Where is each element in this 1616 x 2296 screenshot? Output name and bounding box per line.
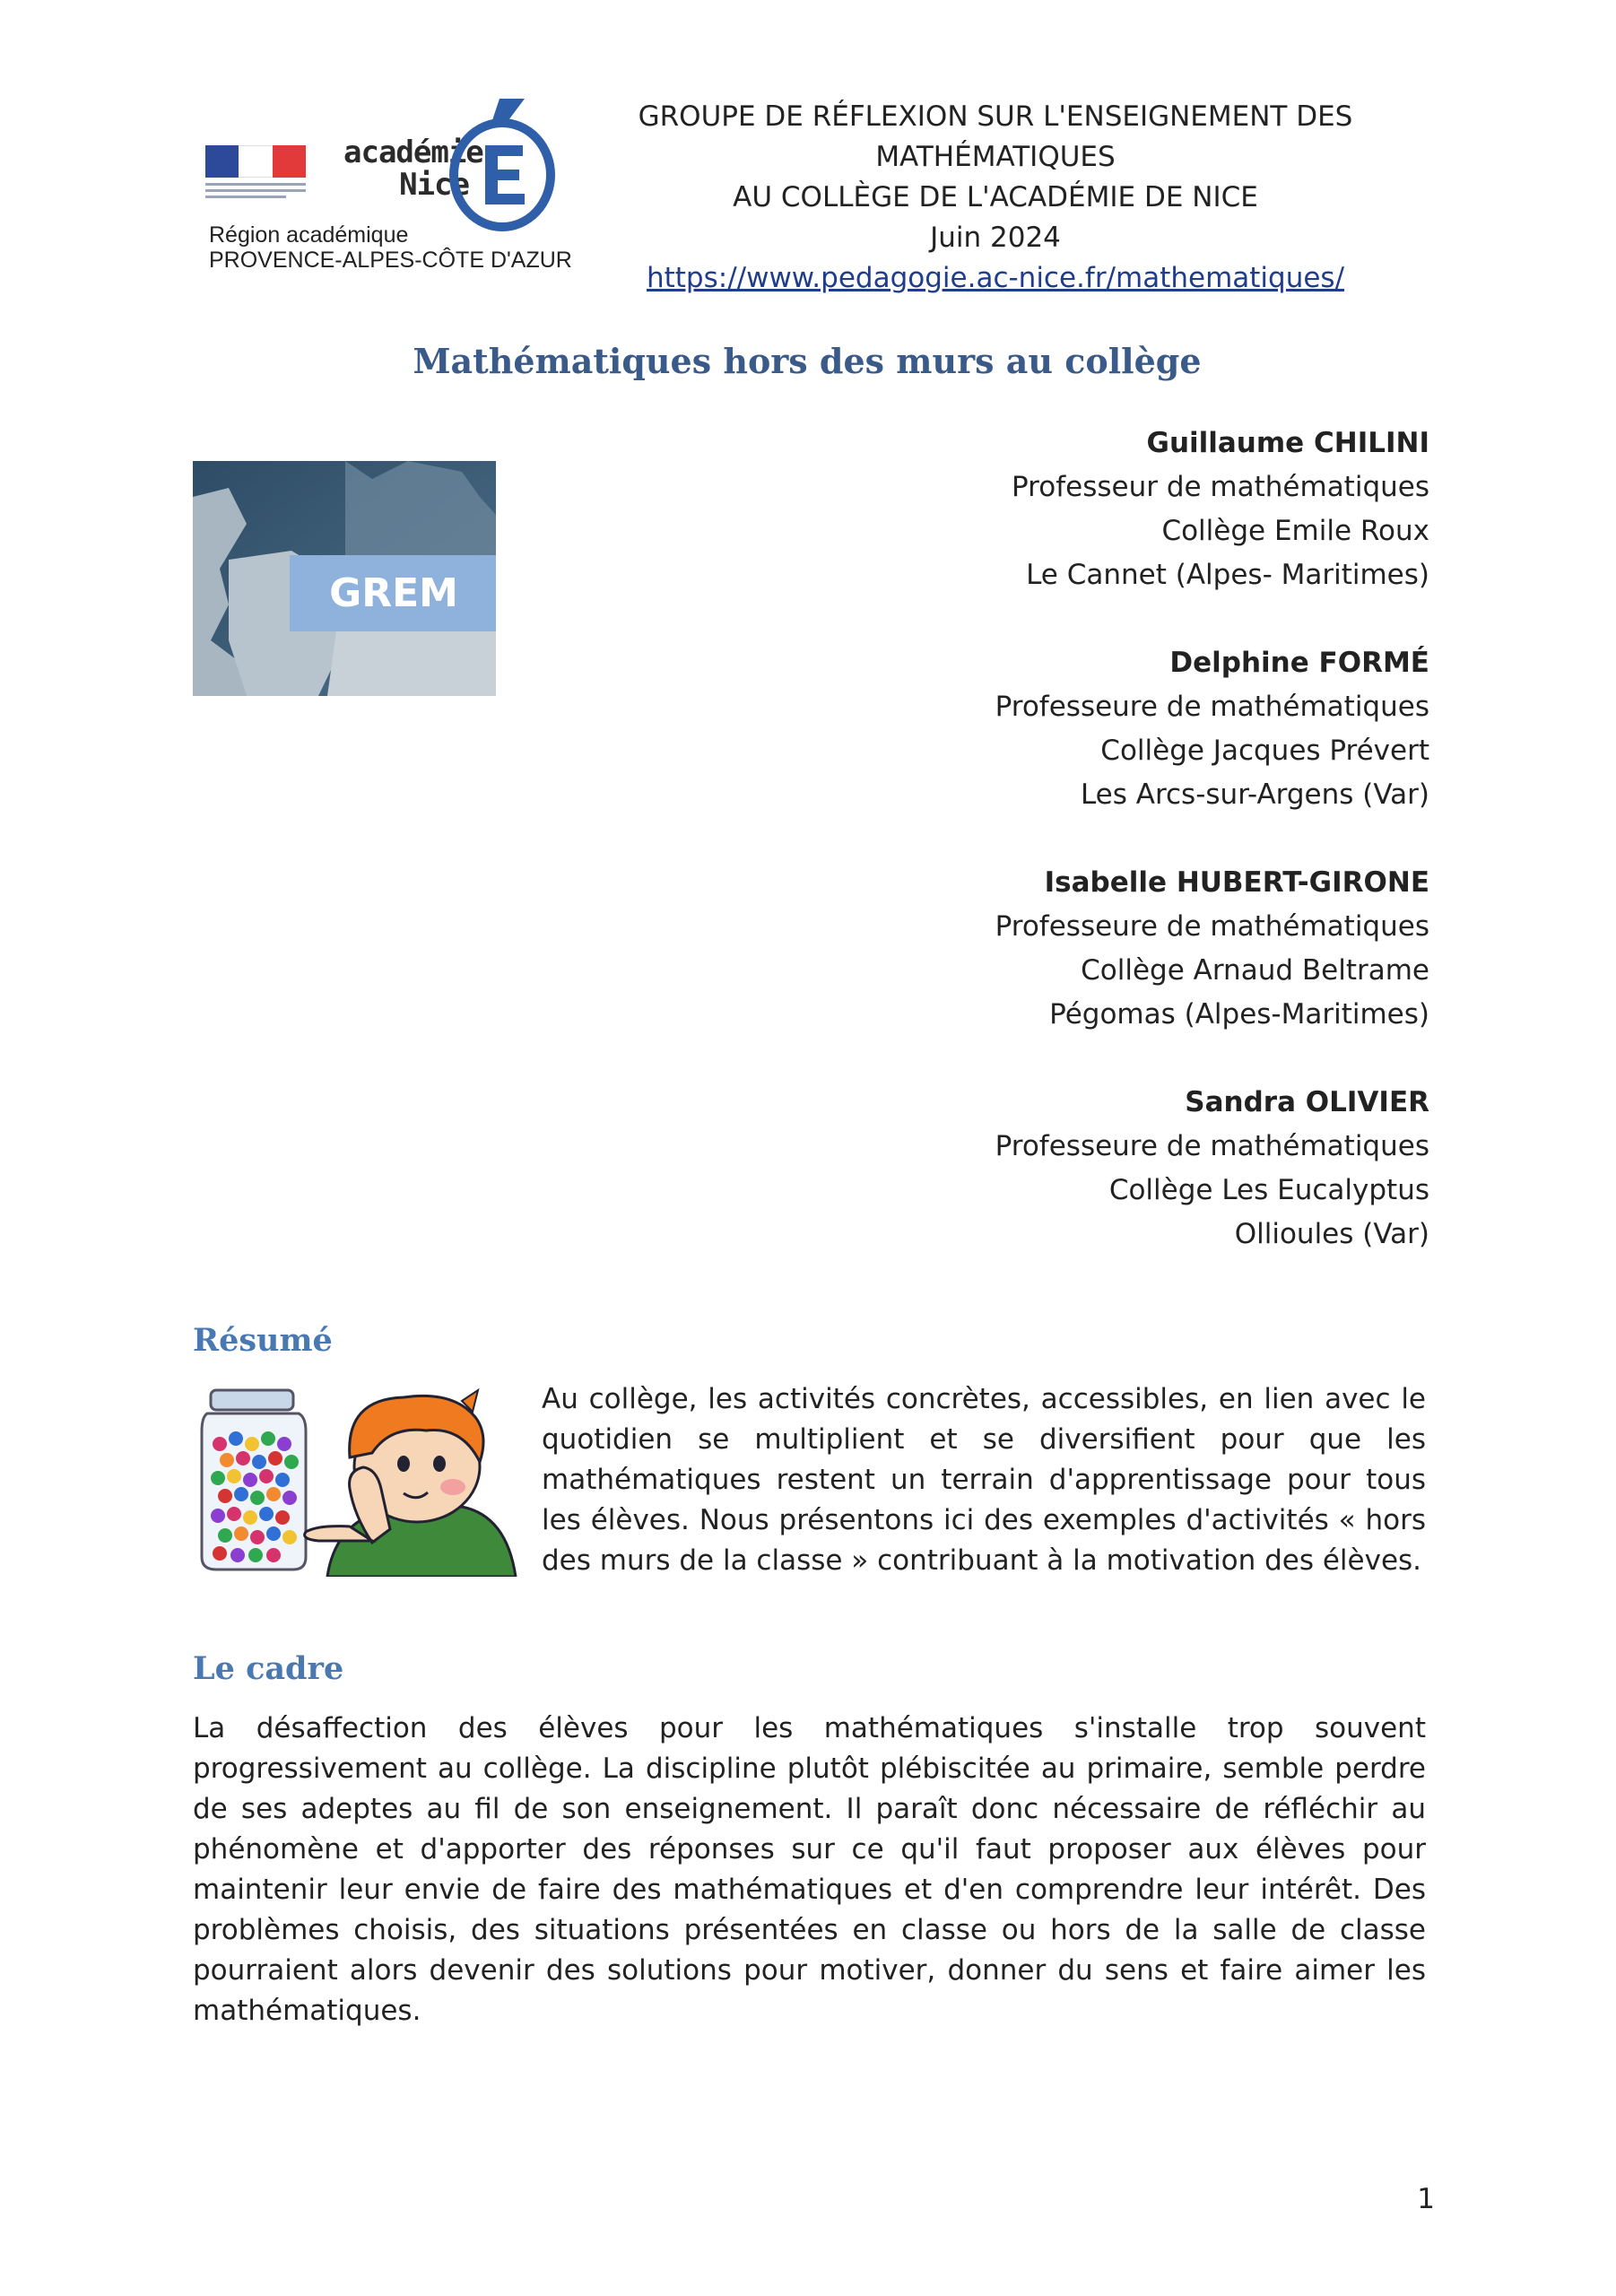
academie-e-icon	[446, 90, 559, 233]
author-block	[712, 1081, 1429, 1257]
page-number: 1	[1417, 2183, 1435, 2215]
header-line: MATHÉMATIQUES	[875, 141, 1116, 173]
candy-jar-illustration	[193, 1381, 520, 1577]
author-location: Le Cannet (Alpes- Maritimes)	[1026, 559, 1429, 591]
author-location: Pégomas (Alpes-Maritimes)	[1049, 998, 1429, 1031]
author-role: Professeure de mathématiques	[995, 1130, 1429, 1162]
author-block	[712, 641, 1429, 817]
author-role: Professeur de mathématiques	[1012, 471, 1429, 503]
header-line: AU COLLÈGE DE L'ACADÉMIE DE NICE	[733, 181, 1258, 213]
author-location: Les Arcs-sur-Argens (Var)	[1080, 778, 1429, 811]
republique-francaise-mark	[205, 183, 306, 202]
resume-heading: Résumé	[193, 1322, 333, 1359]
header-text	[583, 97, 1408, 299]
author-role: Professeure de mathématiques	[995, 691, 1429, 723]
header-url-link[interactable]: https://www.pedagogie.ac-nice.fr/mathematiques/	[646, 262, 1345, 294]
author-school: Collège Les Eucalyptus	[1108, 1174, 1429, 1206]
author-name: Isabelle HUBERT-GIRONE	[1044, 866, 1429, 899]
academie-wordmark: académie Nice	[343, 135, 483, 203]
author-school: Collège Arnaud Beltrame	[1081, 954, 1429, 987]
header-date: Juin 2024	[930, 222, 1061, 254]
page-title: Mathématiques hors des murs au collège	[413, 341, 1202, 381]
authors-list	[712, 422, 1429, 1300]
author-role: Professeure de mathématiques	[995, 910, 1429, 943]
author-name: Guillaume CHILINI	[1146, 427, 1429, 459]
resume-paragraph: Au collège, les activités concrètes, accessibles, en lien avec le quotidien se multiplient et se diversifient pour que les mathématiques restent un terrain d'apprentissage pour tous les élèves. Nous présentons ici des exemples d'activités « hors des murs de la classe » contribuant à la motivation des élèves.	[542, 1383, 1426, 1577]
author-location: Ollioules (Var)	[1234, 1218, 1429, 1250]
grem-image	[193, 461, 496, 696]
author-name: Sandra OLIVIER	[1185, 1086, 1429, 1118]
academie-logo	[193, 90, 572, 278]
french-flag-icon	[205, 145, 306, 178]
region-line-2: PROVENCE-ALPES-CÔTE D'AZUR	[209, 248, 572, 273]
cadre-heading: Le cadre	[193, 1650, 344, 1687]
author-school: Collège Jacques Prévert	[1100, 735, 1429, 767]
region-line-1: Région académique	[209, 222, 409, 248]
author-block	[712, 861, 1429, 1037]
header-line: GROUPE DE RÉFLEXION SUR L'ENSEIGNEMENT DES	[638, 100, 1353, 133]
author-school: Collège Emile Roux	[1161, 515, 1429, 547]
grem-label: GREM	[329, 570, 458, 616]
cadre-paragraph: La désaffection des élèves pour les mathématiques s'installe trop souvent progressivement au collège. La discipline plutôt plébiscitée au primaire, semble perdre de ses adeptes au fil de son enseignement. Il paraît donc nécessaire de réfléchir au phénomène et d'apporter des réponses sur ce qu'il faut proposer aux élèves pour maintenir leur envie de faire des mathématiques et d'en comprendre leur intérêt. Des problèmes choisis, des situations présentées en classe ou hors de la salle de classe pourraient alors devenir des solutions pour motiver, donner du sens et faire aimer les mathématiques.	[193, 1712, 1426, 2027]
author-name: Delphine FORMÉ	[1169, 647, 1429, 679]
author-block	[712, 422, 1429, 597]
